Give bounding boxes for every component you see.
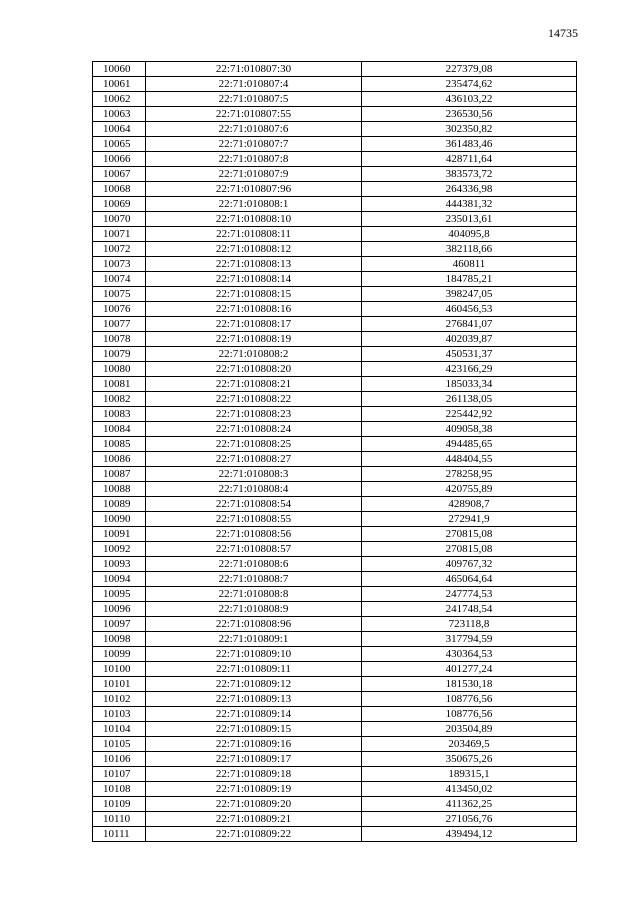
table-row [93, 602, 577, 617]
value-cell: 185033,34 [362, 377, 577, 392]
value-cell: 235013,61 [362, 212, 577, 227]
cadastral-number-cell: 22:71:010807:5 [146, 92, 362, 107]
cadastral-number-cell: 22:71:010808:2 [146, 347, 362, 362]
value-cell: 225442,92 [362, 407, 577, 422]
value-cell: 423166,29 [362, 362, 577, 377]
value-cell: 428908,7 [362, 497, 577, 512]
cadastral-number-cell: 22:71:010808:11 [146, 227, 362, 242]
cadastral-number-cell: 22:71:010808:13 [146, 257, 362, 272]
table-row [93, 752, 577, 767]
value-cell: 361483,46 [362, 137, 577, 152]
row-number-cell: 10070 [93, 212, 146, 227]
value-cell: 450531,37 [362, 347, 577, 362]
row-number-cell: 10073 [93, 257, 146, 272]
row-number-cell: 10078 [93, 332, 146, 347]
cadastral-number-cell: 22:71:010808:23 [146, 407, 362, 422]
cadastral-number-cell: 22:71:010808:25 [146, 437, 362, 452]
row-number-cell: 10083 [93, 407, 146, 422]
cadastral-number-cell: 22:71:010809:14 [146, 707, 362, 722]
table-row [93, 647, 577, 662]
cadastral-number-cell: 22:71:010808:7 [146, 572, 362, 587]
value-cell: 723118,8 [362, 617, 577, 632]
row-number-cell: 10075 [93, 287, 146, 302]
row-number-cell: 10087 [93, 467, 146, 482]
cadastral-number-cell: 22:71:010808:14 [146, 272, 362, 287]
row-number-cell: 10076 [93, 302, 146, 317]
table-row [93, 392, 577, 407]
value-cell: 460811 [362, 257, 577, 272]
cadastral-number-cell: 22:71:010808:24 [146, 422, 362, 437]
table-row [93, 137, 577, 152]
cadastral-number-cell: 22:71:010807:7 [146, 137, 362, 152]
value-cell: 227379,08 [362, 62, 577, 77]
cadastral-number-cell: 22:71:010808:21 [146, 377, 362, 392]
row-number-cell: 10067 [93, 167, 146, 182]
page-number: 14735 [548, 26, 578, 40]
row-number-cell: 10106 [93, 752, 146, 767]
cadastral-number-cell: 22:71:010808:54 [146, 497, 362, 512]
cadastral-number-cell: 22:71:010807:8 [146, 152, 362, 167]
table-row [93, 182, 577, 197]
row-number-cell: 10060 [93, 62, 146, 77]
table-row [93, 212, 577, 227]
row-number-cell: 10062 [93, 92, 146, 107]
value-cell: 382118,66 [362, 242, 577, 257]
value-cell: 272941,9 [362, 512, 577, 527]
value-cell: 413450,02 [362, 782, 577, 797]
row-number-cell: 10090 [93, 512, 146, 527]
table-row [93, 77, 577, 92]
value-cell: 448404,55 [362, 452, 577, 467]
value-cell: 465064,64 [362, 572, 577, 587]
value-cell: 271056,76 [362, 812, 577, 827]
value-cell: 398247,05 [362, 287, 577, 302]
value-cell: 236530,56 [362, 107, 577, 122]
table-row [93, 632, 577, 647]
value-cell: 411362,25 [362, 797, 577, 812]
table-row [93, 587, 577, 602]
value-cell: 108776,56 [362, 692, 577, 707]
table-row [93, 662, 577, 677]
table-row [93, 617, 577, 632]
cadastral-number-cell: 22:71:010809:16 [146, 737, 362, 752]
row-number-cell: 10104 [93, 722, 146, 737]
value-cell: 184785,21 [362, 272, 577, 287]
cadastral-number-cell: 22:71:010809:11 [146, 662, 362, 677]
cadastral-number-cell: 22:71:010808:57 [146, 542, 362, 557]
table-row [93, 497, 577, 512]
table-row [93, 287, 577, 302]
row-number-cell: 10069 [93, 197, 146, 212]
row-number-cell: 10091 [93, 527, 146, 542]
table-row [93, 782, 577, 797]
row-number-cell: 10088 [93, 482, 146, 497]
value-cell: 302350,82 [362, 122, 577, 137]
table-row [93, 92, 577, 107]
cadastral-number-cell: 22:71:010808:15 [146, 287, 362, 302]
cadastral-number-cell: 22:71:010808:55 [146, 512, 362, 527]
row-number-cell: 10100 [93, 662, 146, 677]
row-number-cell: 10092 [93, 542, 146, 557]
row-number-cell: 10093 [93, 557, 146, 572]
value-cell: 317794,59 [362, 632, 577, 647]
cadastral-number-cell: 22:71:010809:18 [146, 767, 362, 782]
row-number-cell: 10084 [93, 422, 146, 437]
row-number-cell: 10101 [93, 677, 146, 692]
table-row [93, 482, 577, 497]
cadastral-number-cell: 22:71:010808:19 [146, 332, 362, 347]
table-row [93, 317, 577, 332]
table-row [93, 452, 577, 467]
value-cell: 247774,53 [362, 587, 577, 602]
value-cell: 428711,64 [362, 152, 577, 167]
table-row [93, 167, 577, 182]
value-cell: 264336,98 [362, 182, 577, 197]
cadastral-number-cell: 22:71:010808:3 [146, 467, 362, 482]
row-number-cell: 10066 [93, 152, 146, 167]
value-cell: 276841,07 [362, 317, 577, 332]
value-cell: 270815,08 [362, 542, 577, 557]
row-number-cell: 10077 [93, 317, 146, 332]
cadastral-number-cell: 22:71:010809:12 [146, 677, 362, 692]
row-number-cell: 10064 [93, 122, 146, 137]
cadastral-number-cell: 22:71:010808:12 [146, 242, 362, 257]
row-number-cell: 10072 [93, 242, 146, 257]
cadastral-number-cell: 22:71:010807:30 [146, 62, 362, 77]
cadastral-number-cell: 22:71:010808:4 [146, 482, 362, 497]
table-row [93, 827, 577, 842]
value-cell: 401277,24 [362, 662, 577, 677]
cadastral-number-cell: 22:71:010808:27 [146, 452, 362, 467]
value-cell: 278258,95 [362, 467, 577, 482]
row-number-cell: 10085 [93, 437, 146, 452]
table-row [93, 377, 577, 392]
cadastral-number-cell: 22:71:010808:16 [146, 302, 362, 317]
cadastral-number-cell: 22:71:010809:13 [146, 692, 362, 707]
table-row [93, 797, 577, 812]
cadastral-number-cell: 22:71:010809:17 [146, 752, 362, 767]
table-row [93, 692, 577, 707]
row-number-cell: 10103 [93, 707, 146, 722]
table-row [93, 557, 577, 572]
row-number-cell: 10096 [93, 602, 146, 617]
cadastral-number-cell: 22:71:010807:96 [146, 182, 362, 197]
table-row [93, 437, 577, 452]
value-cell: 460456,53 [362, 302, 577, 317]
value-cell: 189315,1 [362, 767, 577, 782]
value-cell: 409058,38 [362, 422, 577, 437]
table-row [93, 272, 577, 287]
table-row [93, 62, 577, 77]
row-number-cell: 10081 [93, 377, 146, 392]
table-row [93, 302, 577, 317]
table-body [93, 62, 577, 842]
row-number-cell: 10074 [93, 272, 146, 287]
table-row [93, 677, 577, 692]
row-number-cell: 10109 [93, 797, 146, 812]
value-cell: 241748,54 [362, 602, 577, 617]
table-row [93, 767, 577, 782]
table-row [93, 347, 577, 362]
table-row [93, 152, 577, 167]
value-cell: 383573,72 [362, 167, 577, 182]
row-number-cell: 10068 [93, 182, 146, 197]
table-row [93, 422, 577, 437]
value-cell: 235474,62 [362, 77, 577, 92]
table-row [93, 467, 577, 482]
cadastral-number-cell: 22:71:010807:55 [146, 107, 362, 122]
row-number-cell: 10099 [93, 647, 146, 662]
cadastral-number-cell: 22:71:010809:21 [146, 812, 362, 827]
cadastral-number-cell: 22:71:010807:6 [146, 122, 362, 137]
cadastral-number-cell: 22:71:010808:96 [146, 617, 362, 632]
row-number-cell: 10086 [93, 452, 146, 467]
cadastral-number-cell: 22:71:010808:10 [146, 212, 362, 227]
cadastral-number-cell: 22:71:010807:4 [146, 77, 362, 92]
cadastral-number-cell: 22:71:010808:8 [146, 587, 362, 602]
value-cell: 181530,18 [362, 677, 577, 692]
cadastral-number-cell: 22:71:010808:17 [146, 317, 362, 332]
table-row [93, 722, 577, 737]
table-row [93, 407, 577, 422]
table-row [93, 227, 577, 242]
value-cell: 494485,65 [362, 437, 577, 452]
table-row [93, 737, 577, 752]
cadastral-number-cell: 22:71:010809:10 [146, 647, 362, 662]
row-number-cell: 10108 [93, 782, 146, 797]
cadastral-number-cell: 22:71:010809:19 [146, 782, 362, 797]
value-cell: 420755,89 [362, 482, 577, 497]
cadastral-number-cell: 22:71:010808:20 [146, 362, 362, 377]
table-row [93, 572, 577, 587]
value-cell: 409767,32 [362, 557, 577, 572]
value-cell: 402039,87 [362, 332, 577, 347]
row-number-cell: 10071 [93, 227, 146, 242]
cadastral-number-cell: 22:71:010809:1 [146, 632, 362, 647]
cadastral-number-cell: 22:71:010809:15 [146, 722, 362, 737]
cadastral-number-cell: 22:71:010809:20 [146, 797, 362, 812]
row-number-cell: 10098 [93, 632, 146, 647]
value-cell: 203504,89 [362, 722, 577, 737]
value-cell: 404095,8 [362, 227, 577, 242]
row-number-cell: 10102 [93, 692, 146, 707]
table-row [93, 122, 577, 137]
value-cell: 430364,53 [362, 647, 577, 662]
cadastral-number-cell: 22:71:010808:9 [146, 602, 362, 617]
value-cell: 261138,05 [362, 392, 577, 407]
value-cell: 350675,26 [362, 752, 577, 767]
value-cell: 270815,08 [362, 527, 577, 542]
row-number-cell: 10082 [93, 392, 146, 407]
row-number-cell: 10065 [93, 137, 146, 152]
row-number-cell: 10063 [93, 107, 146, 122]
value-cell: 436103,22 [362, 92, 577, 107]
cadastral-number-cell: 22:71:010808:22 [146, 392, 362, 407]
row-number-cell: 10095 [93, 587, 146, 602]
table-row [93, 527, 577, 542]
table-row [93, 542, 577, 557]
row-number-cell: 10097 [93, 617, 146, 632]
cadastral-value-table [92, 61, 577, 842]
table-row [93, 707, 577, 722]
row-number-cell: 10094 [93, 572, 146, 587]
cadastral-number-cell: 22:71:010809:22 [146, 827, 362, 842]
row-number-cell: 10080 [93, 362, 146, 377]
value-cell: 108776,56 [362, 707, 577, 722]
value-cell: 203469,5 [362, 737, 577, 752]
cadastral-number-cell: 22:71:010808:6 [146, 557, 362, 572]
table-row [93, 197, 577, 212]
table-row [93, 242, 577, 257]
table-row [93, 107, 577, 122]
table-row [93, 257, 577, 272]
row-number-cell: 10079 [93, 347, 146, 362]
row-number-cell: 10061 [93, 77, 146, 92]
table-row [93, 512, 577, 527]
row-number-cell: 10111 [93, 827, 146, 842]
cadastral-number-cell: 22:71:010808:56 [146, 527, 362, 542]
value-cell: 439494,12 [362, 827, 577, 842]
table-row [93, 362, 577, 377]
cadastral-number-cell: 22:71:010807:9 [146, 167, 362, 182]
row-number-cell: 10089 [93, 497, 146, 512]
row-number-cell: 10105 [93, 737, 146, 752]
cadastral-number-cell: 22:71:010808:1 [146, 197, 362, 212]
table-row [93, 332, 577, 347]
table-row [93, 812, 577, 827]
value-cell: 444381,32 [362, 197, 577, 212]
row-number-cell: 10110 [93, 812, 146, 827]
row-number-cell: 10107 [93, 767, 146, 782]
